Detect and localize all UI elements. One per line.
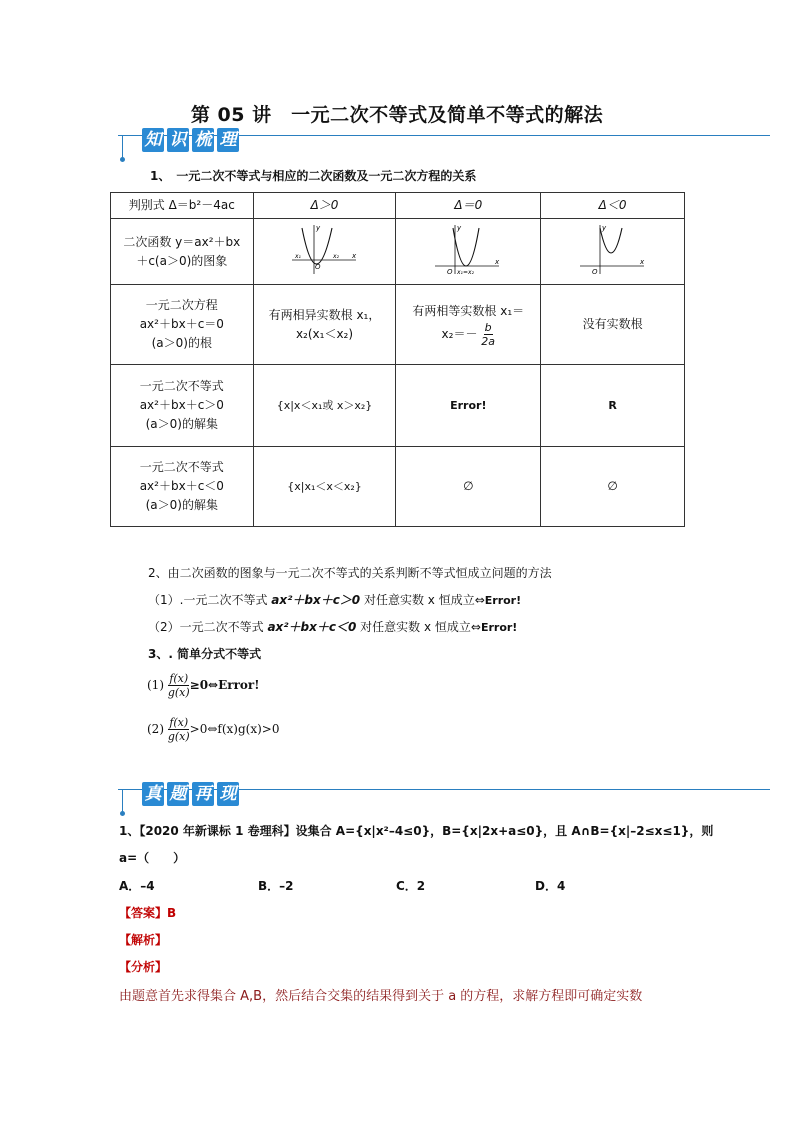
axis-x-label: x	[639, 257, 644, 266]
fraction	[481, 321, 495, 348]
table-cell	[111, 365, 254, 447]
section-banner-real-exam	[118, 782, 770, 818]
section-1-heading: 1、 一元二次不等式与相应的二次函数及一元二次方程的关系	[150, 169, 477, 183]
axis-y-label: y	[315, 223, 320, 232]
banner-char: 再	[192, 782, 214, 806]
table-cell	[253, 219, 396, 285]
cell-text: x₂＝－	[441, 326, 478, 341]
root-label: x₂	[332, 252, 339, 260]
cell-line: 二次函数 y＝ax²＋bx	[123, 234, 241, 249]
table-cell: R	[541, 365, 685, 447]
table-cell: Error!	[396, 365, 541, 447]
method-item-2	[148, 618, 517, 635]
section-banner-knowledge	[118, 128, 770, 164]
cell-line: (a＞0)的根	[151, 336, 212, 350]
cell-line: ax²＋bx＋c＜0	[139, 479, 224, 493]
cell-line: 有两相异实数根 x₁，	[268, 307, 381, 322]
table-cell	[541, 219, 685, 285]
cell-line: ax²＋bx＋c＞0	[139, 398, 224, 412]
item-text: （1）.一元二次不等式	[148, 593, 272, 607]
fraction-denominator: g(x)	[167, 686, 190, 699]
item-label: (1)	[147, 678, 164, 692]
item-text: 对任意实数 x 恒成立⇔	[356, 620, 481, 634]
cell-line: 一元二次方程	[145, 298, 218, 312]
table-row	[111, 447, 685, 527]
explanation-text: 由题意首先求得集合 A,B，然后结合交集的结果得到关于 a 的方程，求解方程即可确定实数	[119, 989, 643, 1004]
table-cell	[253, 285, 396, 365]
method-item-1	[148, 591, 521, 608]
cell-line: (a＞0)的解集	[145, 417, 218, 431]
origin-label: O	[447, 267, 453, 276]
cell-line: 有两相等实数根 x₁＝	[412, 303, 525, 318]
cell-line: 一元二次不等式	[139, 460, 224, 474]
banner-char: 现	[217, 782, 239, 806]
item-error: Error!	[480, 621, 518, 634]
root-label: x₁	[294, 252, 301, 260]
item-text: 对任意实数 x 恒成立⇔	[360, 593, 485, 607]
parabola-no-root-graph	[578, 222, 648, 276]
option-c: C．2	[396, 879, 426, 893]
question-stem: 1、【2020 年新课标 1 卷理科】设集合 A={x|x²–4≤0}，B={x|2x+a≤0}，且 A∩B={x|–2≤x≤1}，则	[119, 824, 714, 838]
parabola-two-roots-graph	[290, 222, 360, 276]
table-row	[111, 365, 685, 447]
question-stem-cont: a=（ ）	[119, 851, 186, 865]
table-cell: {x|x＜x₁或 x＞x₂}	[253, 365, 396, 447]
table-cell: Δ＝0	[396, 193, 541, 219]
fraction-numerator: b	[484, 320, 492, 334]
table-cell	[111, 285, 254, 365]
item-expr: ax²＋bx＋c＜0	[267, 620, 357, 634]
answer-label: 【答案】	[119, 906, 168, 920]
answer-value: B	[167, 906, 177, 920]
parabola-one-root-graph	[433, 222, 503, 276]
banner-char: 真	[142, 782, 164, 806]
table-cell: Δ＞0	[253, 193, 396, 219]
origin-label: O	[314, 262, 321, 271]
fraction-inequality-1	[147, 672, 260, 699]
banner-char: 理	[217, 128, 239, 152]
fenxi-label: 【分析】	[119, 960, 168, 974]
table-cell: ∅	[541, 447, 685, 527]
item-text: >0⇔f(x)g(x)>0	[189, 722, 280, 736]
cell-line: (a＞0)的解集	[145, 498, 218, 512]
fraction	[168, 672, 190, 699]
item-expr: ax²＋bx＋c＞0	[271, 593, 361, 607]
banner-char: 题	[167, 782, 189, 806]
relation-table	[110, 192, 685, 527]
fraction-numerator: f(x)	[169, 672, 189, 685]
table-cell: {x|x₁＜x＜x₂}	[253, 447, 396, 527]
root-label: x₁=x₂	[457, 268, 475, 276]
table-cell	[396, 219, 541, 285]
banner-char: 识	[167, 128, 189, 152]
table-cell	[396, 285, 541, 365]
table-cell	[111, 447, 254, 527]
axis-x-label: x	[351, 251, 356, 260]
item-error: Error!	[484, 594, 522, 607]
section-2-heading: 2、由二次函数的图象与一元二次不等式的关系判断不等式恒成立问题的方法	[148, 566, 552, 580]
section-3-heading: 3、. 简单分式不等式	[148, 647, 262, 661]
page-title: 第 05 讲 一元二次不等式及简单不等式的解法	[190, 104, 604, 126]
banner-char: 知	[142, 128, 164, 152]
item-text: ≥0⇔Error!	[189, 678, 260, 692]
analysis-label: 【解析】	[119, 933, 168, 947]
table-row	[111, 285, 685, 365]
banner-char: 梳	[192, 128, 214, 152]
table-cell: 没有实数根	[541, 285, 685, 365]
answer-line	[119, 904, 176, 921]
cell-line: ax²＋bx＋c＝0	[139, 317, 224, 331]
cell-line	[400, 321, 536, 348]
option-b: B．–2	[258, 879, 294, 893]
axis-y-label: y	[457, 223, 462, 232]
item-text: （2）一元二次不等式	[148, 620, 268, 634]
table-row	[111, 193, 685, 219]
cell-line: 一元二次不等式	[139, 379, 224, 393]
fraction	[168, 716, 190, 743]
axis-x-label: x	[495, 257, 500, 266]
table-cell: Δ＜0	[541, 193, 685, 219]
fraction-denominator: 2a	[481, 334, 496, 348]
table-cell: 判别式 Δ＝b²－4ac	[111, 193, 254, 219]
fraction-denominator: g(x)	[167, 730, 190, 743]
cell-line: x₂(x₁＜x₂)	[295, 326, 354, 341]
axis-y-label: y	[601, 223, 606, 232]
option-d: D．4	[535, 879, 566, 893]
fraction-numerator: f(x)	[169, 716, 189, 729]
option-a: A．–4	[119, 879, 155, 893]
table-cell	[111, 219, 254, 285]
origin-label: O	[591, 267, 598, 276]
fraction-inequality-2	[147, 716, 279, 743]
table-row	[111, 219, 685, 285]
table-cell: ∅	[396, 447, 541, 527]
item-label: (2)	[147, 722, 164, 736]
cell-line: ＋c(a＞0)的图象	[136, 253, 228, 268]
